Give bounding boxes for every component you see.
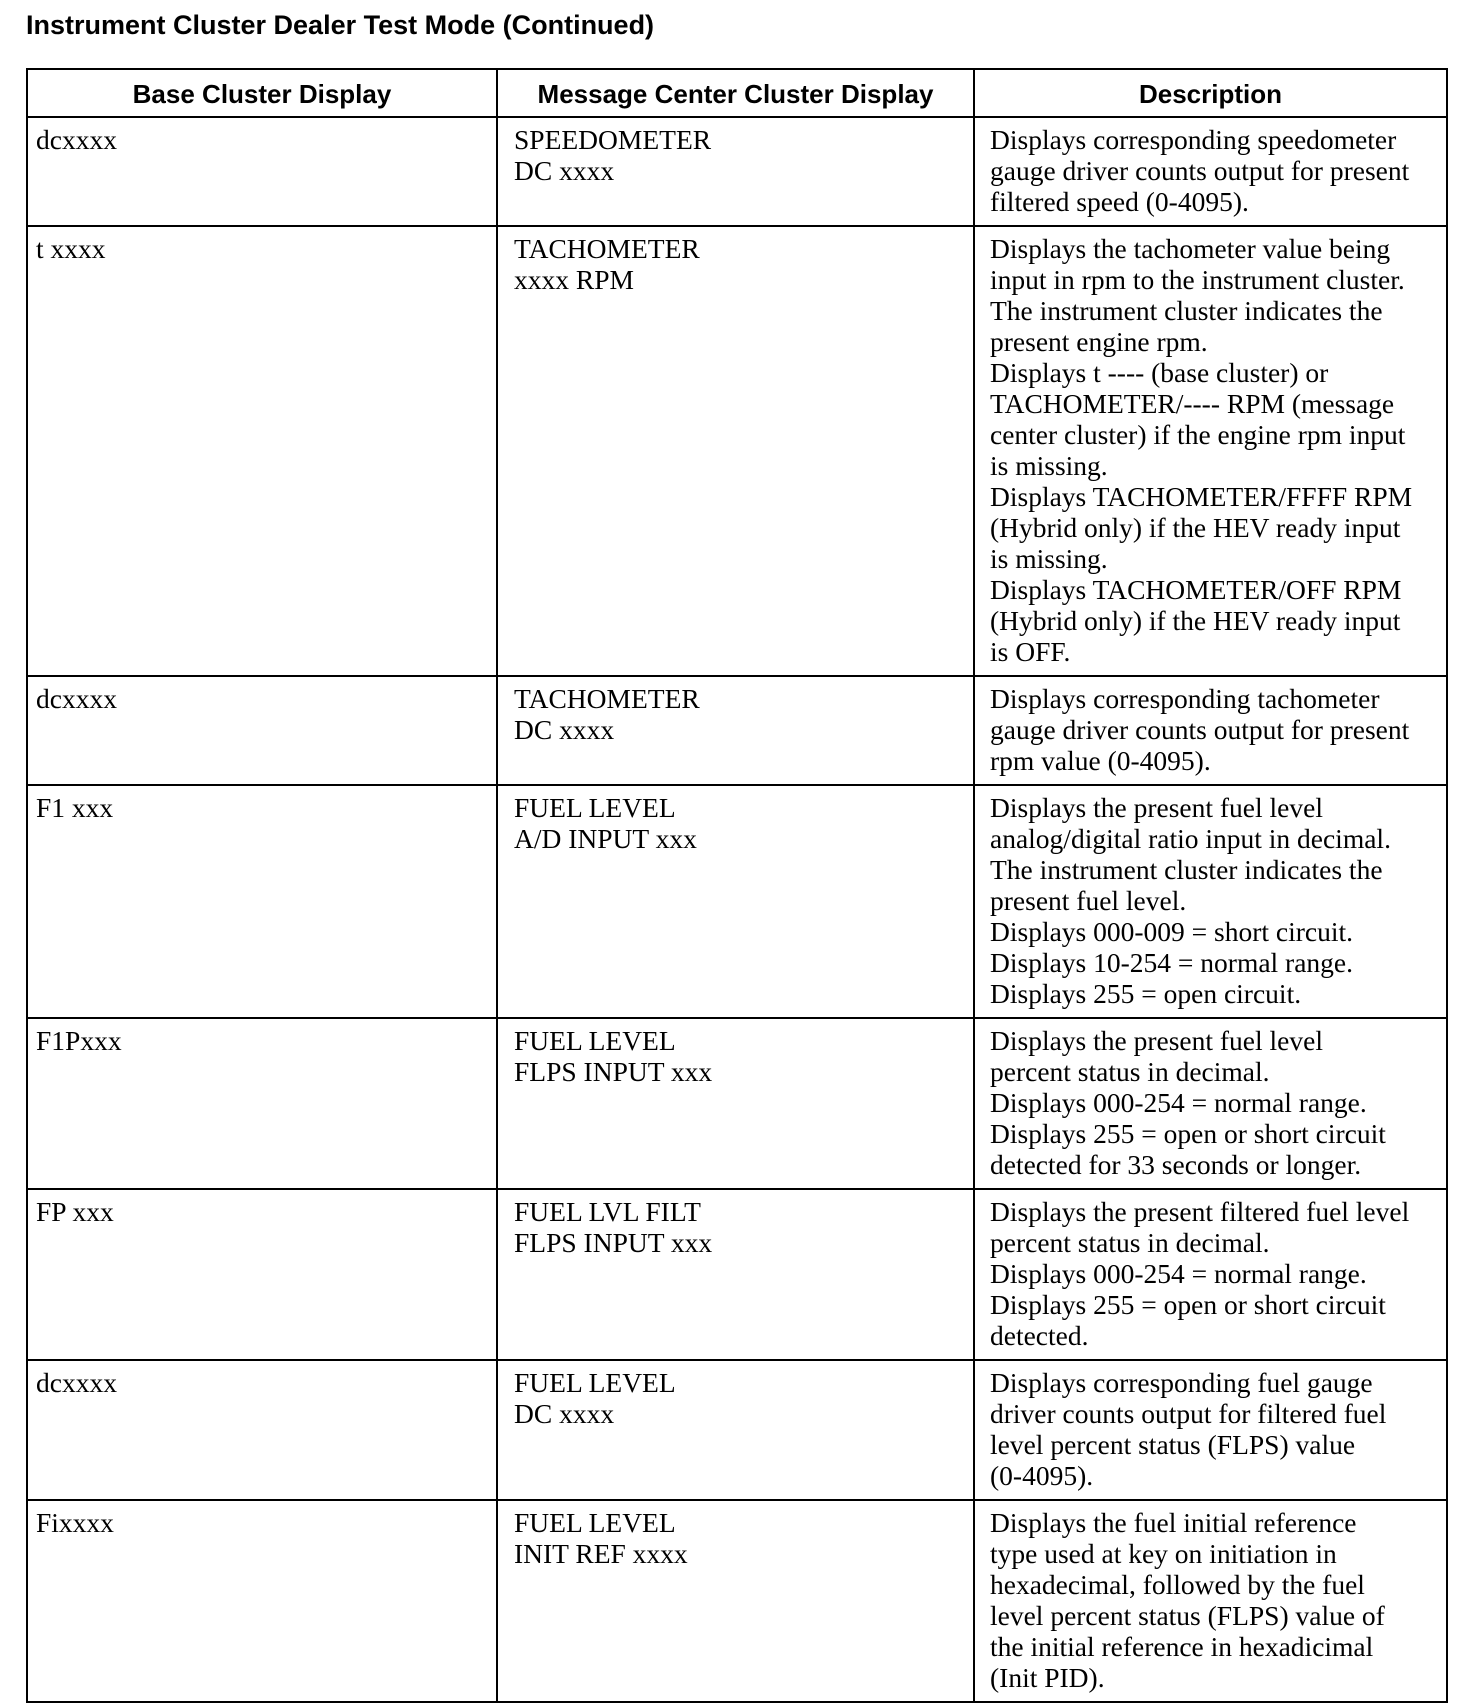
- description-line: present engine rpm.: [990, 326, 1208, 357]
- base-cluster-cell: [27, 1360, 497, 1500]
- message-center-cell: [497, 1500, 974, 1702]
- description-line: Displays 255 = open circuit.: [990, 978, 1302, 1009]
- base-cluster-cell: [27, 117, 497, 226]
- table-row: [27, 785, 1447, 1018]
- description-line: level percent status (FLPS) value: [990, 1429, 1356, 1460]
- description-line: (Hybrid only) if the HEV ready input: [990, 605, 1401, 636]
- message-center-display-line: INIT REF xxxx: [514, 1538, 688, 1569]
- description-cell: [974, 1189, 1447, 1360]
- description-line: Displays the fuel initial reference: [990, 1507, 1357, 1538]
- description-line: is missing.: [990, 450, 1108, 481]
- message-center-display-line: FUEL LEVEL: [514, 1367, 676, 1398]
- table-row: [27, 226, 1447, 676]
- description-line: Displays 255 = open or short circuit: [990, 1118, 1386, 1149]
- column-header-message-center: Message Center Cluster Display: [497, 69, 974, 117]
- base-cluster-cell: [27, 1189, 497, 1360]
- description-line: gauge driver counts output for present: [990, 155, 1410, 186]
- description-line: Displays 000-009 = short circuit.: [990, 916, 1354, 947]
- message-center-display-line: FUEL LEVEL: [514, 1025, 676, 1056]
- description-line: rpm value (0-4095).: [990, 745, 1211, 776]
- description-line: Displays t ---- (base cluster) or: [990, 357, 1329, 388]
- description-line: Displays the present filtered fuel level: [990, 1196, 1410, 1227]
- description-line: (Init PID).: [990, 1662, 1105, 1693]
- message-center-cell: [497, 117, 974, 226]
- column-header-description: Description: [974, 69, 1447, 117]
- table-row: [27, 1189, 1447, 1360]
- description-line: is missing.: [990, 543, 1108, 574]
- table-body: [27, 117, 1447, 1702]
- description-line: Displays the tachometer value being: [990, 233, 1391, 264]
- message-center-display-line: FUEL LEVEL: [514, 792, 676, 823]
- message-center-cell: [497, 226, 974, 676]
- message-center-display-line: FLPS INPUT xxx: [514, 1227, 713, 1258]
- test-mode-table: [26, 68, 1448, 1703]
- message-center-cell: [497, 1360, 974, 1500]
- description-line: Displays the present fuel level: [990, 792, 1323, 823]
- message-center-display-line: TACHOMETER: [514, 233, 700, 264]
- description-line: analog/digital ratio input in decimal.: [990, 823, 1391, 854]
- description-cell: [974, 117, 1447, 226]
- base-cluster-display-text: F1 xxx: [36, 792, 114, 823]
- table-row: [27, 1018, 1447, 1189]
- description-line: Displays 000-254 = normal range.: [990, 1087, 1367, 1118]
- description-line: percent status in decimal.: [990, 1227, 1270, 1258]
- description-line: detected for 33 seconds or longer.: [990, 1149, 1362, 1180]
- page-title: Instrument Cluster Dealer Test Mode (Continued): [26, 10, 655, 40]
- message-center-display-line: xxxx RPM: [514, 264, 634, 295]
- description-line: Displays TACHOMETER/OFF RPM: [990, 574, 1402, 605]
- base-cluster-cell: [27, 1018, 497, 1189]
- description-line: The instrument cluster indicates the: [990, 854, 1383, 885]
- message-center-display-line: TACHOMETER: [514, 683, 700, 714]
- base-cluster-cell: [27, 1500, 497, 1702]
- description-line: filtered speed (0-4095).: [990, 186, 1249, 217]
- message-center-display-line: FLPS INPUT xxx: [514, 1056, 713, 1087]
- message-center-cell: [497, 1189, 974, 1360]
- description-line: the initial reference in hexadicimal: [990, 1631, 1374, 1662]
- description-cell: [974, 676, 1447, 785]
- description-line: (0-4095).: [990, 1460, 1094, 1491]
- table-row: [27, 117, 1447, 226]
- description-cell: [974, 1018, 1447, 1189]
- description-cell: [974, 226, 1447, 676]
- description-line: The instrument cluster indicates the: [990, 295, 1383, 326]
- base-cluster-display-text: dcxxxx: [36, 683, 117, 714]
- message-center-cell: [497, 1018, 974, 1189]
- base-cluster-cell: [27, 785, 497, 1018]
- description-line: Displays corresponding speedometer: [990, 124, 1397, 155]
- description-line: Displays TACHOMETER/FFFF RPM: [990, 481, 1413, 512]
- description-line: Displays corresponding tachometer: [990, 683, 1380, 714]
- table-row: [27, 1500, 1447, 1702]
- description-line: detected.: [990, 1320, 1089, 1351]
- description-line: type used at key on initiation in: [990, 1538, 1337, 1569]
- description-line: (Hybrid only) if the HEV ready input: [990, 512, 1401, 543]
- message-center-cell: [497, 676, 974, 785]
- description-cell: [974, 1500, 1447, 1702]
- message-center-display-line: DC xxxx: [514, 1398, 615, 1429]
- base-cluster-display-text: t xxxx: [36, 233, 106, 264]
- message-center-display-line: A/D INPUT xxx: [514, 823, 697, 854]
- description-line: center cluster) if the engine rpm input: [990, 419, 1406, 450]
- base-cluster-cell: [27, 676, 497, 785]
- description-cell: [974, 785, 1447, 1018]
- message-center-display-line: SPEEDOMETER: [514, 124, 712, 155]
- description-line: level percent status (FLPS) value of: [990, 1600, 1385, 1631]
- base-cluster-display-text: dcxxxx: [36, 1367, 117, 1398]
- message-center-display-line: FUEL LVL FILT: [514, 1196, 701, 1227]
- base-cluster-display-text: F1Pxxx: [36, 1025, 122, 1056]
- base-cluster-display-text: FP xxx: [36, 1196, 114, 1227]
- table-row: [27, 676, 1447, 785]
- description-line: Displays corresponding fuel gauge: [990, 1367, 1373, 1398]
- description-line: Displays 10-254 = normal range.: [990, 947, 1354, 978]
- description-line: TACHOMETER/---- RPM (message: [990, 388, 1395, 419]
- description-line: driver counts output for filtered fuel: [990, 1398, 1387, 1429]
- table-header-row: [27, 69, 1447, 117]
- description-line: Displays the present fuel level: [990, 1025, 1323, 1056]
- description-line: hexadecimal, followed by the fuel: [990, 1569, 1365, 1600]
- description-line: present fuel level.: [990, 885, 1187, 916]
- description-line: percent status in decimal.: [990, 1056, 1270, 1087]
- description-line: Displays 255 = open or short circuit: [990, 1289, 1386, 1320]
- base-cluster-cell: [27, 226, 497, 676]
- message-center-display-line: DC xxxx: [514, 155, 615, 186]
- description-line: input in rpm to the instrument cluster.: [990, 264, 1405, 295]
- description-line: Displays 000-254 = normal range.: [990, 1258, 1367, 1289]
- base-cluster-display-text: dcxxxx: [36, 124, 117, 155]
- base-cluster-display-text: Fixxxx: [36, 1507, 114, 1538]
- table-row: [27, 1360, 1447, 1500]
- description-line: gauge driver counts output for present: [990, 714, 1410, 745]
- description-line: is OFF.: [990, 636, 1071, 667]
- message-center-display-line: DC xxxx: [514, 714, 615, 745]
- message-center-display-line: FUEL LEVEL: [514, 1507, 676, 1538]
- message-center-cell: [497, 785, 974, 1018]
- column-header-base-cluster: Base Cluster Display: [27, 69, 497, 117]
- description-cell: [974, 1360, 1447, 1500]
